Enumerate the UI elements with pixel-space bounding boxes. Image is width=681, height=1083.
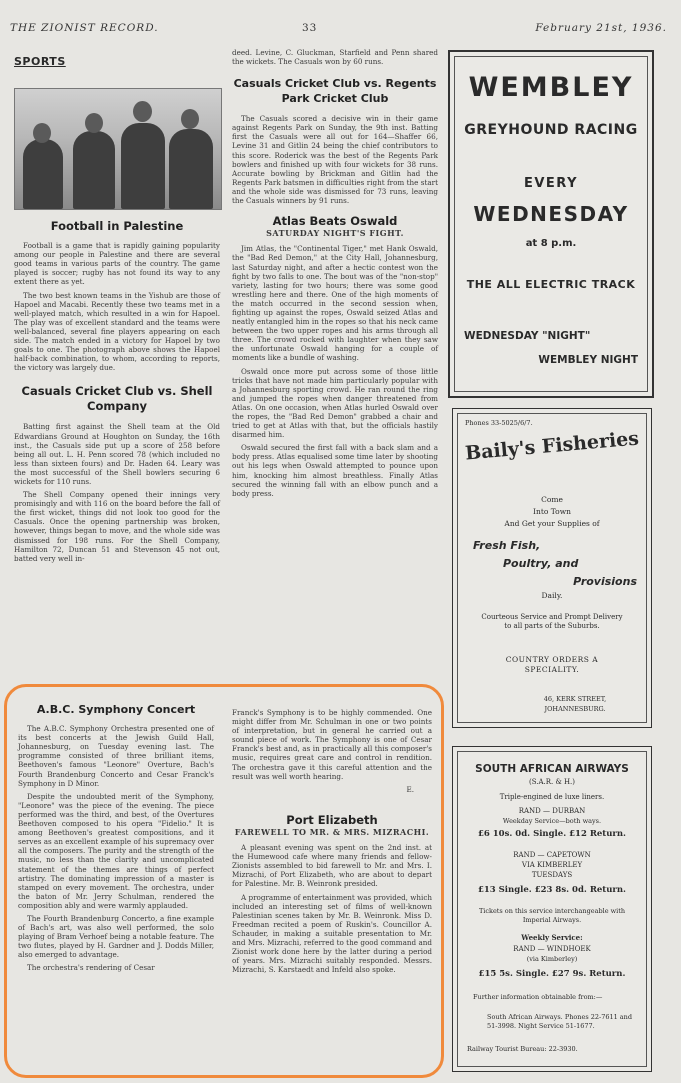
wembley-track: THE ALL ELECTRIC TRACK	[466, 278, 636, 291]
team-photo	[14, 88, 222, 210]
saa-tickets: Tickets on this service interchangeable with Imperial Airways.	[478, 907, 626, 924]
saa-route3: RAND — WINDHOEK	[513, 945, 591, 953]
wembley-night-line: WEDNESDAY "NIGHT"	[464, 330, 591, 342]
saa-ad	[452, 746, 652, 1072]
pe-headline: Port Elizabeth	[286, 812, 378, 827]
saa-route1-fares: £6 10s. 0d. Single. £12 Return.	[477, 829, 627, 839]
saa-bureau: Railway Tourist Bureau: 22-3930.	[467, 1045, 578, 1053]
abc-initial: E.	[406, 784, 414, 794]
page-number: 33	[302, 22, 318, 34]
atlas-paragraph: Oswald once more put across some of those little tricks that have not made him particularly popular with a Johannesburg sporting crowd. He ran round the ring and jumped the ropes when danger threatened from Atlas. On one occasion, when Atlas hurled Oswald over the ropes, the "Bad Red Demon" grabbed a chair and tried to get at Atlas with that, but the officials hastily disarmed him.	[232, 366, 438, 440]
casuals-regents-paragraph: The Casuals scored a decisive win in their game against Regents Park on Sunday, the 9th inst. Batting first the Casuals were all out for 164—Shaffer 66, Levine 31 and Gitlin 24 being the chief contributors to this score. Roderick was the best of the Regents Park bowlers and finished up with four wickets for 38 runs. Accurate bowling by Brickman and Gitlin had the Regents Park batsmen in difficulties right from the start and the whole side was dismissed for 73 runs, leaving the Casuals winners by 91 runs.	[232, 114, 438, 206]
baily-address: 46, KERK STREET,	[543, 695, 607, 703]
baily-ad	[452, 408, 652, 728]
baily-service: Courteous Service and Prompt Delivery to all parts of the Suburbs.	[481, 613, 623, 630]
wembley-title: WEMBLEY	[468, 72, 634, 103]
atlas-paragraph: Oswald secured the first fall with a back slam and a body press. Atlas equalised some time later by shooting out his legs when Oswald attempted to pounce upon him, knocking him almost breathless. Finally Atlas secured the winning fall with an elbow punch and a body press.	[232, 443, 438, 498]
saa-sub: (S.A.R. & H.)	[528, 778, 576, 786]
wembley-time: at 8 p.m.	[525, 238, 577, 249]
issue-date: February 21st, 1936.	[535, 22, 667, 34]
baily-get: And Get your Supplies of	[504, 519, 600, 528]
casuals-shell-paragraph: The Shell Company opened their innings very promisingly and with 116 on the board before the fall of the first wicket, things did not look too good for the Casuals. Once the opening partnership was broken, however, things began to move, and the whole side was dismissed for 198 runs. For the Shell Company, Hamilton 72, Duncan 51 and Stevenson 45 not out, batted very well in-	[14, 490, 220, 563]
continued-text: deed. Levine, C. Gluckman, Starfield and Penn shared the wickets. The Casuals won by 60 runs.	[232, 48, 438, 67]
wembley-subtitle: GREYHOUND RACING	[464, 122, 638, 138]
atlas-headline: Atlas Beats Oswald	[272, 214, 398, 229]
column-2	[232, 48, 438, 502]
abc-headline: A.B.C. Symphony Concert	[36, 703, 196, 716]
casuals-shell-headline: Casuals Cricket Club vs. Shell Company	[21, 384, 213, 414]
wembley-night-line-2: WEMBLEY NIGHT	[538, 354, 638, 366]
pe-paragraph: A programme of entertainment was provided, which included an interesting set of films of well-known Palestinian scenes taken by Mr. B. Weinronk. Miss D. Freedman recited a poem of Ruskin's. Councillor A. Schauder, in making a suitable presentation to Mr. and Mrs. Mizrachi, referred to the good command and Zionist work done here by the latter during a period of years. Mrs. Mizrachi suitably responded. Messrs. Mizrachi, S. Karstaedt and Infeld also spoke.	[232, 892, 432, 975]
baily-fresh: Fresh Fish,	[473, 539, 541, 552]
saa-route1: RAND — DURBAN	[518, 807, 586, 815]
section-label: SPORTS	[14, 55, 66, 68]
saa-route2-day: TUESDAYS	[531, 871, 573, 879]
saa-route2-fares: £13 Single. £23 8s. 0d. Return.	[477, 885, 627, 895]
baily-come: Come	[541, 495, 563, 504]
casuals-shell-paragraph: Batting first against the Shell team at the Old Edwardians Ground at Houghton on Sunday, the 16th inst., the Casuals side put up a score of 258 before being all out. L. H. Penn scored 78 (which included no less than sixteen fours) and Dr. Haden 64. Leary was the most successful of the Shell bowlers securing 6 wickets for 110 runs.	[14, 422, 220, 486]
saa-route1-freq: Weekday Service—both ways.	[502, 817, 602, 825]
baily-address: JOHANNESBURG.	[544, 705, 606, 713]
baily-phones: Phones 33-5025/6/7.	[465, 419, 533, 427]
baily-name: Baily's Fisheries	[464, 427, 640, 465]
baily-orders: COUNTRY ORDERS A SPECIALITY.	[505, 655, 599, 674]
baily-daily: Daily.	[541, 591, 563, 600]
saa-further: Further information obtainable from:—	[473, 993, 603, 1001]
abc-paragraph: The Fourth Brandenburg Concerto, a fine example of Bach's art, was also well performed, the solo playing of Bram Verhoef being a notable feature. The two flutes, played by H. Gardner and J. Dodds Miller, also emerged to advantage.	[18, 913, 214, 960]
wembley-every: EVERY	[523, 176, 579, 191]
saa-contact: South African Airways. Phones 22-7611 and 51-3998. Night Service 51-1677.	[487, 1013, 633, 1030]
saa-route3-fares: £15 5s. Single. £27 9s. Return.	[478, 969, 626, 979]
abc-column-2	[232, 708, 432, 978]
saa-weekly: Weekly Service:	[521, 933, 583, 942]
casuals-regents-headline: Casuals Cricket Club vs. Regents Park Cricket Club	[233, 77, 437, 106]
abc-column-1	[18, 705, 214, 977]
abc-paragraph: Despite the undoubted merit of the Symphony, "Leonore" was the piece of the evening. The piece performed was the third, and best, of the Overtures Beethoven composed to his opera "Fidelio." It is among Beethoven's greatest compositions, and it serves as an excellent example of his supremacy over all the composers. The purity and the strength of the music, no less than the clarity and uncomplicated statement of the themes are things of perfect artistry. The dominating impression of a master is stamped on every movement. The orchestra, under the baton of Mr. Jerry Schulman, rendered the composition ably and were warmly applauded.	[18, 791, 214, 910]
saa-route2-via: VIA KIMBERLEY	[521, 861, 583, 869]
pe-subheadline: FAREWELL TO MR. & MRS. MIZRACHI.	[234, 826, 430, 837]
saa-route3-via: (via Kimberley)	[526, 955, 578, 963]
wembley-day: WEDNESDAY	[473, 202, 629, 226]
pe-paragraph: A pleasant evening was spent on the 2nd inst. at the Humewood cafe where many friends and fellow-Zionists assembled to bid farewell to Mr. and Mrs. I. Mizrachi, of Port Elizabeth, who are about to depart for Palestine. Mr. B. Weinronk presided.	[232, 843, 432, 889]
wembley-ad	[448, 50, 654, 398]
masthead: THE ZIONIST RECORD.	[10, 22, 159, 34]
saa-route2: RAND — CAPETOWN	[513, 851, 591, 859]
baily-provisions: Provisions	[573, 575, 637, 588]
football-paragraph: The two best known teams in the Yishub are those of Hapoel and Macabi. Recently these two teams met in a well-played match, which resulted in a win for Hapoel. The play was of excellent standard and the teams were well-balanced, several fine players appearing on each side. The match ended in a victory for Hapoel by two goals to one. The photograph above shows the Hapoel half-back combination, to whom, according to reports, the victory was largely due.	[14, 290, 220, 373]
atlas-paragraph: Jim Atlas, the "Continental Tiger," met Hank Oswald, the "Bad Red Demon," at the City Hall, Johannesburg, last Saturday night, and after a hectic contest won the fight by two falls to one. The bout was of the "non-stop" variety, lasting for two hours; there was some good wrestling here and there. One of the high moments of the match occurred in the second session when, fighting up against the ropes, Oswald seized Atlas and neatly entangled him in the ropes so that his neck came between the two upper ropes and his arms through all three. The crowd rocked with laughter when they saw the unfortunate Oswald hanging for a couple of moments like a bundle of washing.	[232, 244, 438, 363]
abc-paragraph: The A.B.C. Symphony Orchestra presented one of its best concerts at the Jewish Guild Hall, Johannesburg, on Tuesday evening last. The programme consisted of three brilliant items, Beethoven's famous "Leonore" Overture, Bach's Fourth Brandenburg Concerto and Cesar Franck's Symphony in D Minor.	[18, 724, 214, 788]
column-1	[14, 219, 220, 567]
atlas-subheadline: SATURDAY NIGHT'S FIGHT.	[266, 228, 404, 239]
football-paragraph: Football is a game that is rapidly gaining popularity among our people in Palestine and there are several good teams in various parts of the country. The game played is soccer; rugby has not found its way to any extent there as yet.	[14, 241, 220, 287]
baily-into: Into Town	[533, 507, 571, 516]
baily-poultry: Poultry, and	[503, 557, 579, 570]
football-headline: Football in Palestine	[50, 219, 184, 233]
saa-title: SOUTH AFRICAN AIRWAYS	[475, 763, 629, 775]
saa-triple: Triple-engined de luxe liners.	[499, 793, 605, 801]
abc-paragraph: Franck's Symphony is to be highly commended. One might differ from Mr. Schulman in one or two points of interpretation, but in general he carried out a sound piece of work. The Symphony is one of Cesar Franck's best and, as in practically all this composer's music, requires great care and control in rendition. The orchestra gave it this careful attention and the result was well worth hearing.	[232, 708, 432, 781]
abc-paragraph: The orchestra's rendering of Cesar	[27, 963, 155, 973]
